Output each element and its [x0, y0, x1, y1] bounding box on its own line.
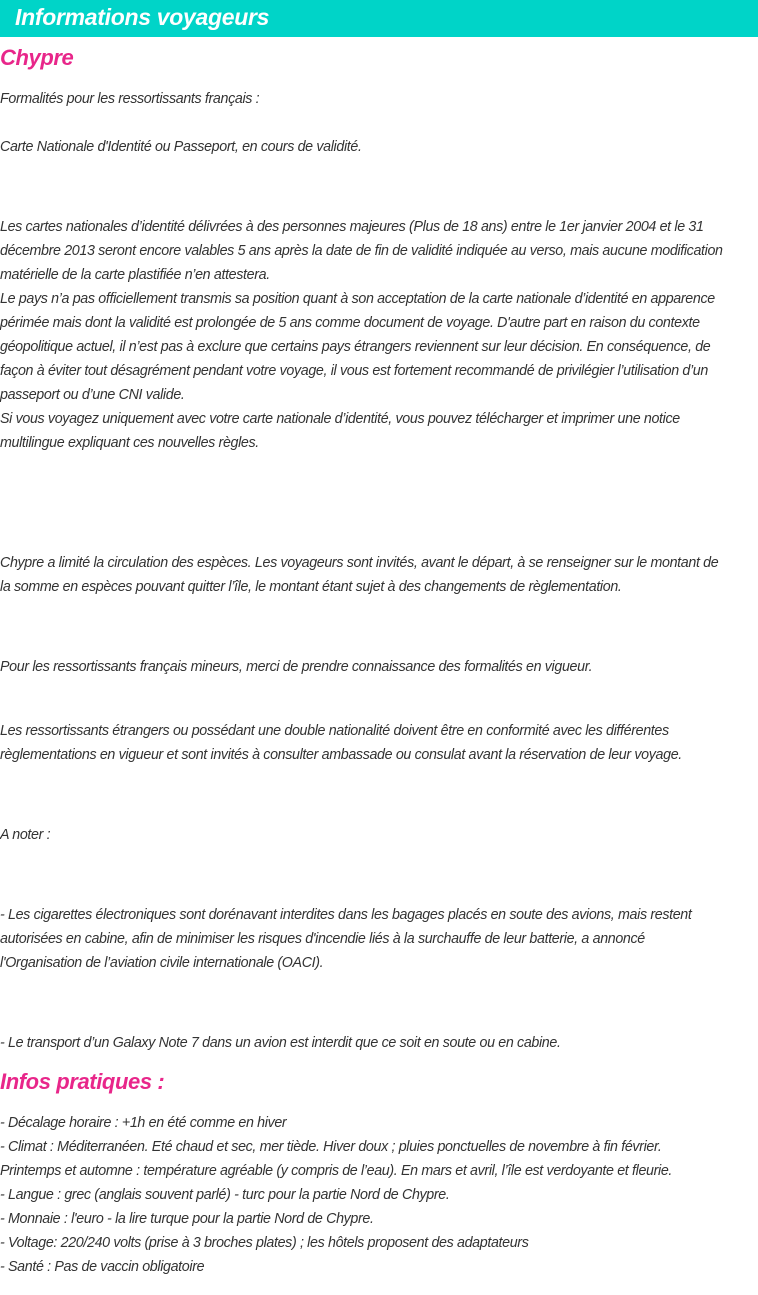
ecig-notice	[0, 903, 758, 975]
practical-item: - Décalage horaire : +1h en été comme en hiver	[0, 1115, 287, 1131]
cash-notice-line: Chypre a limité la circulation des espèces. Les voyageurs sont invités, avant le départ, à se renseigner sur le montant de	[0, 555, 719, 571]
practical-item: - Climat : Méditerranéen. Eté chaud et sec, mer tiède. Hiver doux ; pluies ponctuelles de novembre à fin février.	[0, 1139, 662, 1155]
practical-title: Infos pratiques :	[0, 1069, 165, 1094]
foreigners-notice	[0, 719, 758, 767]
cni-notice-line: matérielle de la carte plastifiée n’en attestera.	[0, 267, 270, 283]
required-documents-text: Carte Nationale d'Identité ou Passeport, en cours de validité.	[0, 139, 362, 155]
formalities-intro-text: Formalités pour les ressortissants français :	[0, 91, 260, 107]
header-bar	[0, 0, 758, 37]
cni-notice-line: multilingue expliquant ces nouvelles règles.	[0, 435, 259, 451]
practical-list	[0, 1111, 758, 1279]
galaxy-notice-text: - Le transport d’un Galaxy Note 7 dans un avion est interdit que ce soit en soute ou en cabine.	[0, 1035, 561, 1051]
note-label	[0, 823, 758, 847]
cash-notice	[0, 551, 758, 599]
practical-item: - Voltage: 220/240 volts (prise à 3 broches plates) ; les hôtels proposent des adaptateurs	[0, 1235, 529, 1251]
cash-notice-line: la somme en espèces pouvant quitter l’île, le montant étant sujet à des changements de règlementation.	[0, 579, 622, 595]
cni-notice-line: Le pays n’a pas officiellement transmis sa position quant à son acceptation de la carte nationale d’identité en apparence	[0, 291, 715, 307]
minors-notice-text: Pour les ressortissants français mineurs, merci de prendre connaissance des formalités en vigueur.	[0, 659, 593, 675]
required-documents	[0, 135, 758, 159]
cni-notice-line: passeport ou d’une CNI valide.	[0, 387, 185, 403]
practical-item: Printemps et automne : température agréable (y compris de l’eau). En mars et avril, l’île est verdoyante et fleurie.	[0, 1163, 673, 1179]
foreigners-notice-line: Les ressortissants étrangers ou possédant une double nationalité doivent être en conformité avec les différentes	[0, 723, 669, 739]
cni-notice	[0, 215, 758, 455]
cni-notice-line: géopolitique actuel, il n’est pas à exclure que certains pays étrangers reviennent sur leur décision. En conséquence, de	[0, 339, 711, 355]
cni-notice-line: façon à éviter tout désagrément pendant votre voyage, il vous est fortement recommandé de privilégier l’utilisation d’un	[0, 363, 708, 379]
cni-notice-line: décembre 2013 seront encore valables 5 ans après la date de fin de validité indiquée au verso, mais aucune modification	[0, 243, 723, 259]
cni-notice-line: Les cartes nationales d’identité délivrées à des personnes majeures (Plus de 18 ans) entre le 1er janvier 2004 et le 31	[0, 219, 704, 235]
practical-item: - Monnaie : l'euro - la lire turque pour la partie Nord de Chypre.	[0, 1211, 374, 1227]
ecig-notice-line: - Les cigarettes électroniques sont dorénavant interdites dans les bagages placés en soute des avions, mais restent	[0, 907, 692, 923]
cni-notice-line: périmée mais dont la validité est prolongée de 5 ans comme document de voyage. D'autre part en raison du contexte	[0, 315, 700, 331]
note-label-text: A noter :	[0, 827, 51, 843]
ecig-notice-line: l'Organisation de l’aviation civile internationale (OACI).	[0, 955, 324, 971]
foreigners-notice-line: règlementations en vigueur et sont invités à consulter ambassade ou consulat avant la réservation de leur voyage.	[0, 747, 682, 763]
minors-notice	[0, 655, 758, 679]
country-title: Chypre	[0, 45, 74, 70]
formalities-intro	[0, 87, 758, 111]
practical-item: - Santé : Pas de vaccin obligatoire	[0, 1259, 205, 1275]
ecig-notice-line: autorisées en cabine, afin de minimiser les risques d'incendie liés à la surchauffe de leur batterie, a annoncé	[0, 931, 645, 947]
cni-notice-line: Si vous voyagez uniquement avec votre carte nationale d’identité, vous pouvez télécharger et imprimer une notice	[0, 411, 680, 427]
header-title: Informations voyageurs	[15, 4, 270, 30]
practical-item: - Langue : grec (anglais souvent parlé) - turc pour la partie Nord de Chypre.	[0, 1187, 450, 1203]
galaxy-notice	[0, 1031, 758, 1055]
